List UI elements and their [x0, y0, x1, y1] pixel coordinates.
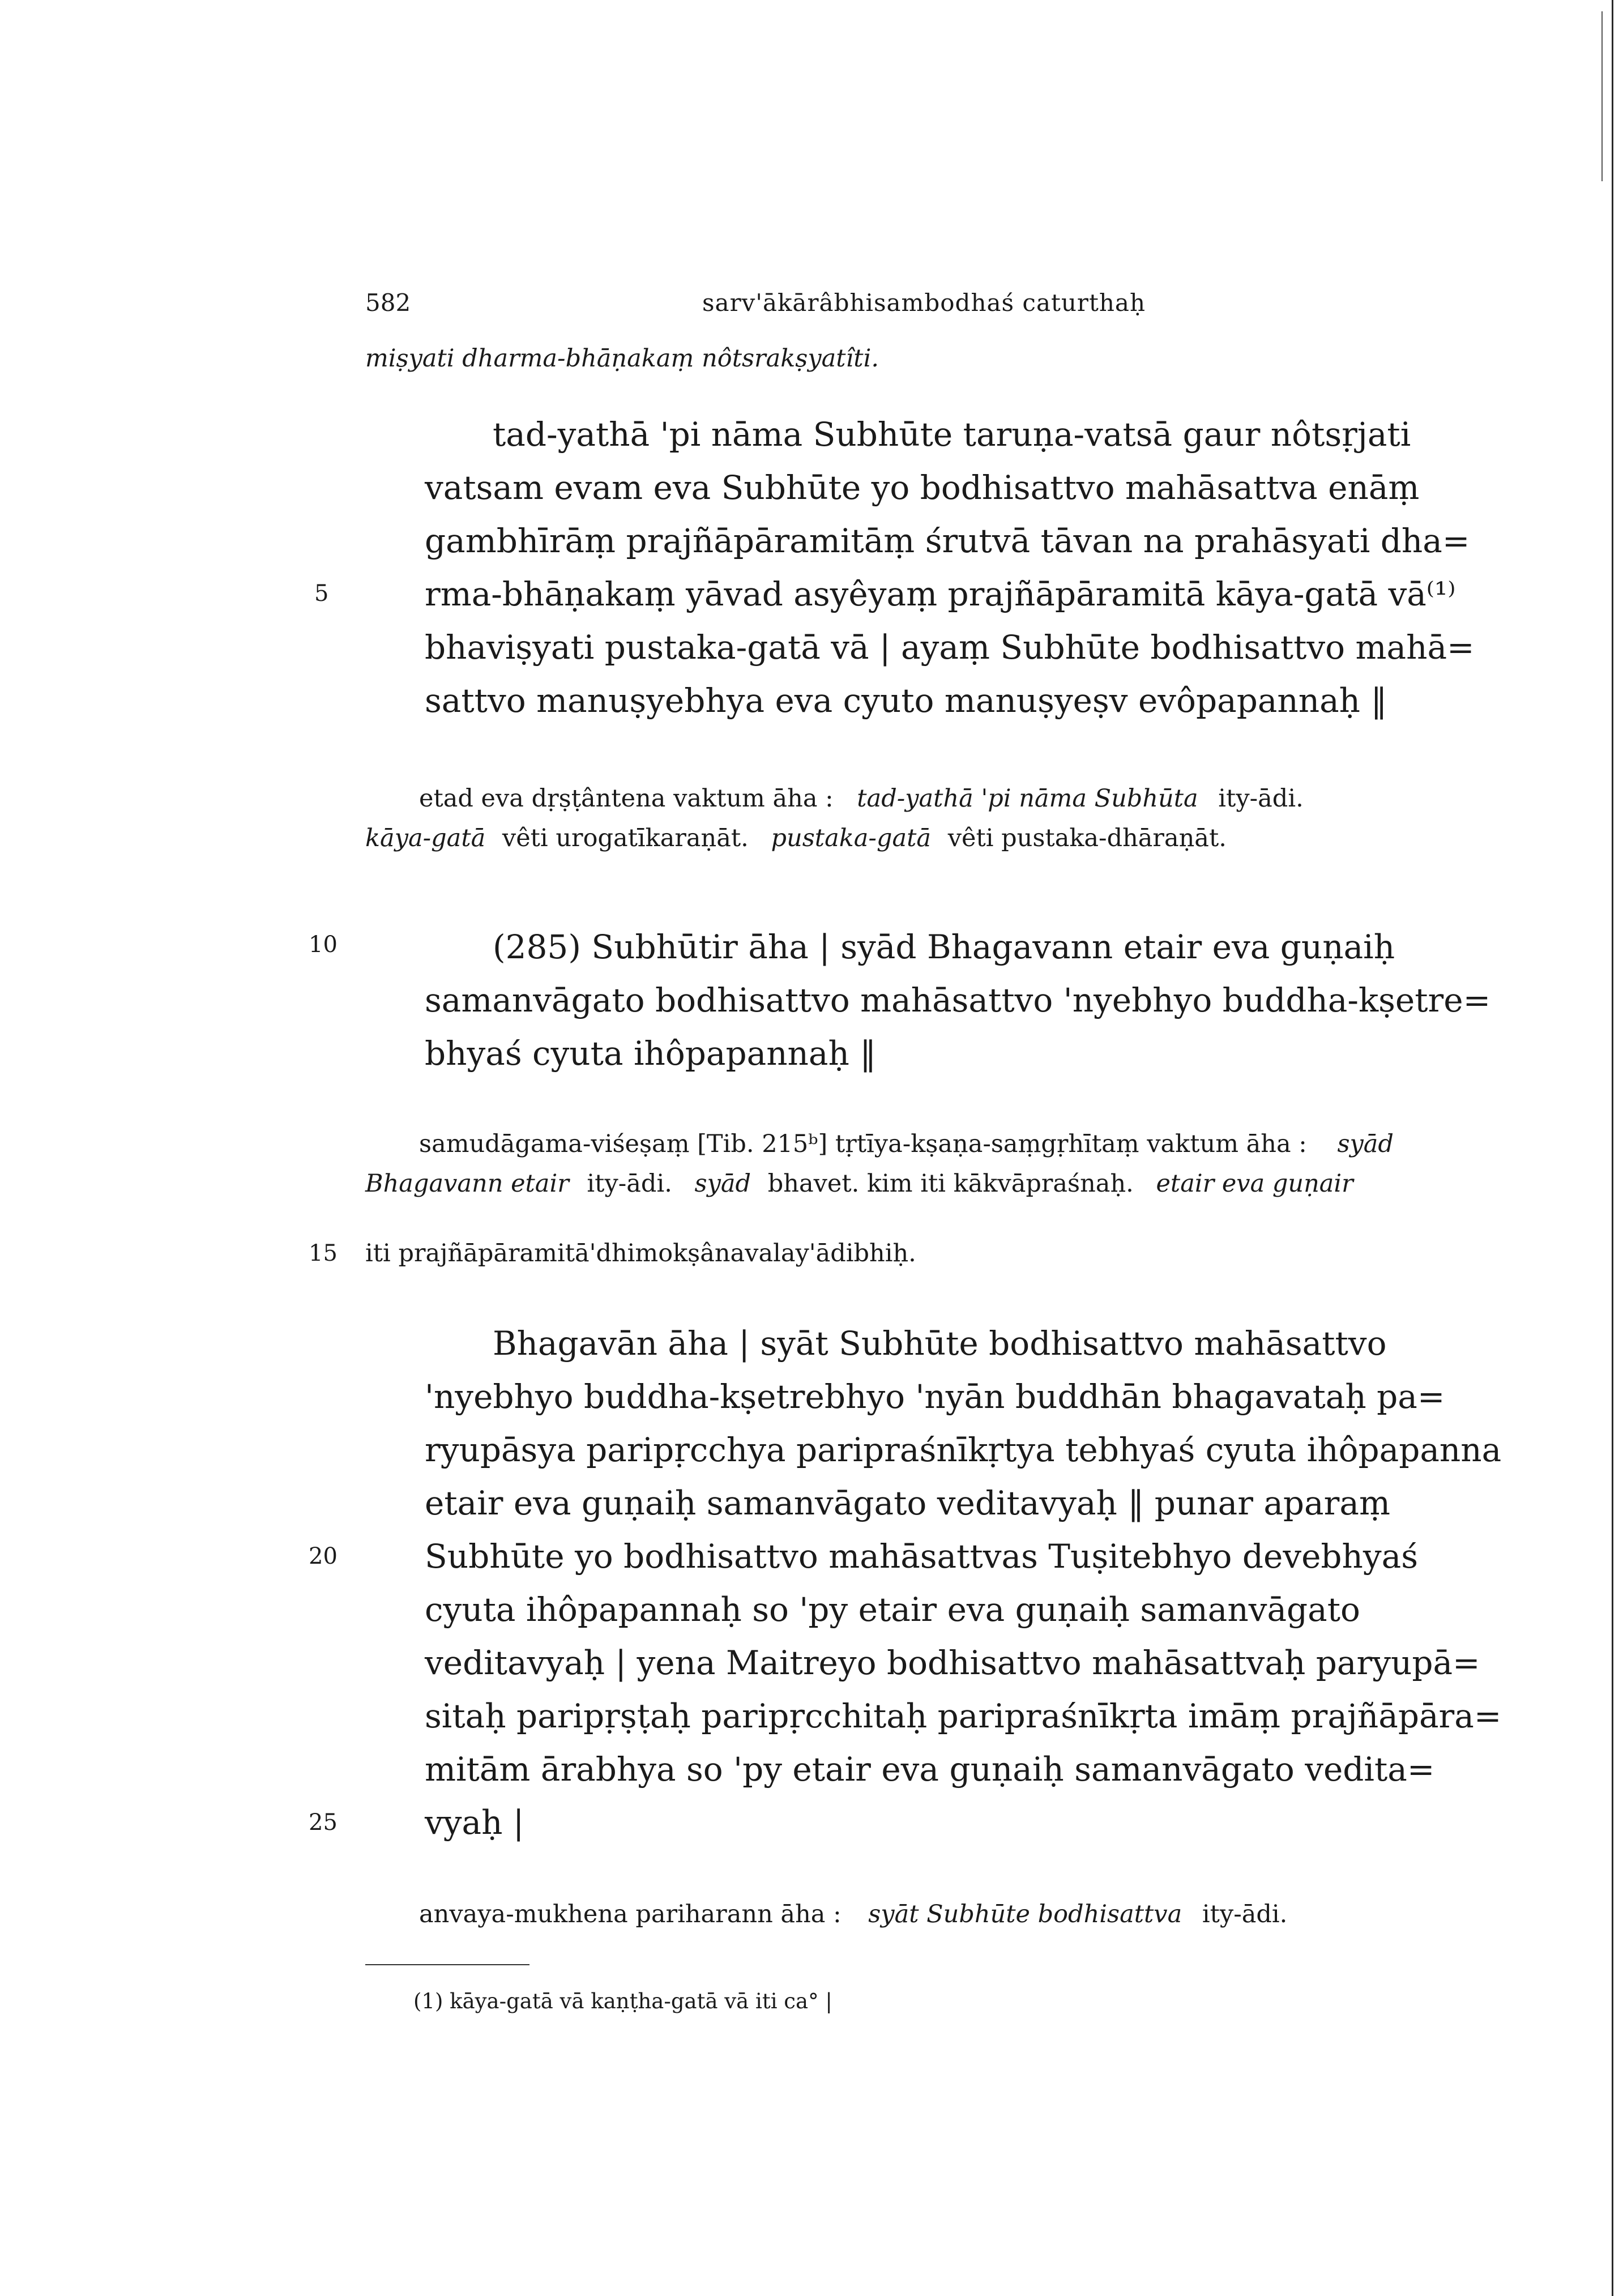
text-line: tad-yathā 'pi nāma Subhūte taruṇa-vatsā gaur nôtsṛjati	[493, 415, 1411, 454]
text-line: gambhīrāṃ prajñāpāramitāṃ śrutvā tāvan na prahāsyati dha=	[425, 522, 1470, 560]
commentary-text: ity-ādi.	[1218, 784, 1304, 813]
commentary-lemma: pustaka-gatā	[771, 824, 932, 852]
text-line: mitām ārabhya so 'py etair eva guṇaiḥ samanvāgato vedita=	[425, 1750, 1435, 1789]
commentary-lemma: syād	[1337, 1130, 1394, 1158]
commentary-line	[419, 779, 1304, 818]
text-line: vyaḥ |	[425, 1803, 524, 1842]
page-edge-shadow	[1601, 11, 1603, 181]
line-number: 10	[309, 932, 338, 958]
running-title: sarv'ākārâbhisambodhaś caturthaḥ	[702, 289, 1146, 317]
commentary-text: vêti urogatīkaraṇāt.	[502, 824, 749, 852]
page-edge	[1612, 0, 1613, 2296]
commentary-text: ity-ādi.	[587, 1170, 672, 1198]
commentary-text: ity-ādi.	[1202, 1900, 1288, 1928]
text-line: Subhūte yo bodhisattvo mahāsattvas Tuṣitebhyo devebhyaś	[425, 1537, 1419, 1576]
line-number: 20	[309, 1543, 338, 1569]
text-line: ryupāsya paripṛcchya paripraśnīkṛtya tebhyaś cyuta ihôpapanna	[425, 1431, 1502, 1469]
text-line: sitaḥ paripṛṣṭaḥ paripṛcchitaḥ paripraśnīkṛta imāṃ prajñāpāra=	[425, 1697, 1502, 1735]
commentary-line	[419, 1894, 1287, 1934]
text-line: samanvāgato bodhisattvo mahāsattvo 'nyebhyo buddha-kṣetre=	[425, 981, 1491, 1019]
page-number: 582	[365, 289, 411, 317]
commentary-lemma: syād	[694, 1170, 751, 1198]
text-line: veditavyaḥ | yena Maitreyo bodhisattvo mahāsattvaḥ paryupā=	[425, 1644, 1480, 1682]
text-line: cyuta ihôpapannaḥ so 'py etair eva guṇaiḥ samanvāgato	[425, 1590, 1360, 1629]
footnote-rule	[365, 1964, 529, 1965]
text-line: bhaviṣyati pustaka-gatā vā | ayaṃ Subhūte bodhisattvo mahā=	[425, 628, 1475, 667]
line-number: 5	[314, 581, 329, 607]
text-line: (285) Subhūtir āha | syād Bhagavann etair eva guṇaiḥ	[493, 928, 1395, 966]
commentary-line	[419, 1124, 1394, 1164]
commentary-lemma: etair eva guṇair	[1156, 1170, 1353, 1198]
line-number: 15	[309, 1240, 338, 1266]
commentary-lemma: tad-yathā 'pi nāma Subhūta	[857, 784, 1198, 813]
commentary-lemma: kāya-gatā	[365, 824, 486, 852]
commentary-line	[365, 1164, 1353, 1204]
commentary-lemma: Bhagavann etair	[365, 1170, 569, 1198]
commentary-lemma: syāt Subhūte bodhisattva	[868, 1900, 1182, 1928]
text-line: Bhagavān āha | syāt Subhūte bodhisattvo mahāsattvo	[493, 1324, 1387, 1363]
commentary-text: bhavet. kim iti kākvāpraśnaḥ.	[767, 1170, 1134, 1198]
footnote: (1) kāya-gatā vā kaṇṭha-gatā vā iti ca° |	[413, 1989, 832, 2013]
text-line: vatsam evam eva Subhūte yo bodhisattvo mahāsattva enāṃ	[425, 468, 1420, 507]
text-line: 'nyebhyo buddha-kṣetrebhyo 'nyān buddhān bhagavataḥ pa=	[425, 1377, 1445, 1416]
commentary-text: vêti pustaka-dhāraṇāt.	[947, 824, 1227, 852]
text-line: etair eva guṇaiḥ samanvāgato veditavyaḥ ‖ punar aparaṃ	[425, 1484, 1390, 1522]
commentary-line: iti prajñāpāramitā'dhimokṣânavalay'ādibhiḥ.	[365, 1239, 916, 1268]
commentary-text: anvaya-mukhena pariharann āha :	[419, 1900, 842, 1928]
commentary-text: etad eva dṛṣṭântena vaktum āha :	[419, 784, 834, 813]
commentary-text: samudāgama-viśeṣaṃ [Tib. 215ᵇ] tṛtīya-kṣaṇa-saṃgṛhītaṃ vaktum āha :	[419, 1130, 1307, 1158]
text-line: bhyaś cyuta ihôpapannaḥ ‖	[425, 1034, 877, 1073]
line-number: 25	[309, 1810, 338, 1836]
text-line: sattvo manuṣyebhya eva cyuto manuṣyeṣv evôpapannaḥ ‖	[425, 681, 1387, 720]
continued-line: miṣyati dharma-bhāṇakaṃ nôtsrakṣyatîti.	[365, 344, 879, 373]
text-line: rma-bhāṇakaṃ yāvad asyêyaṃ prajñāpāramitā kāya-gatā vā⁽¹⁾	[425, 575, 1456, 613]
commentary-line	[365, 818, 1227, 858]
